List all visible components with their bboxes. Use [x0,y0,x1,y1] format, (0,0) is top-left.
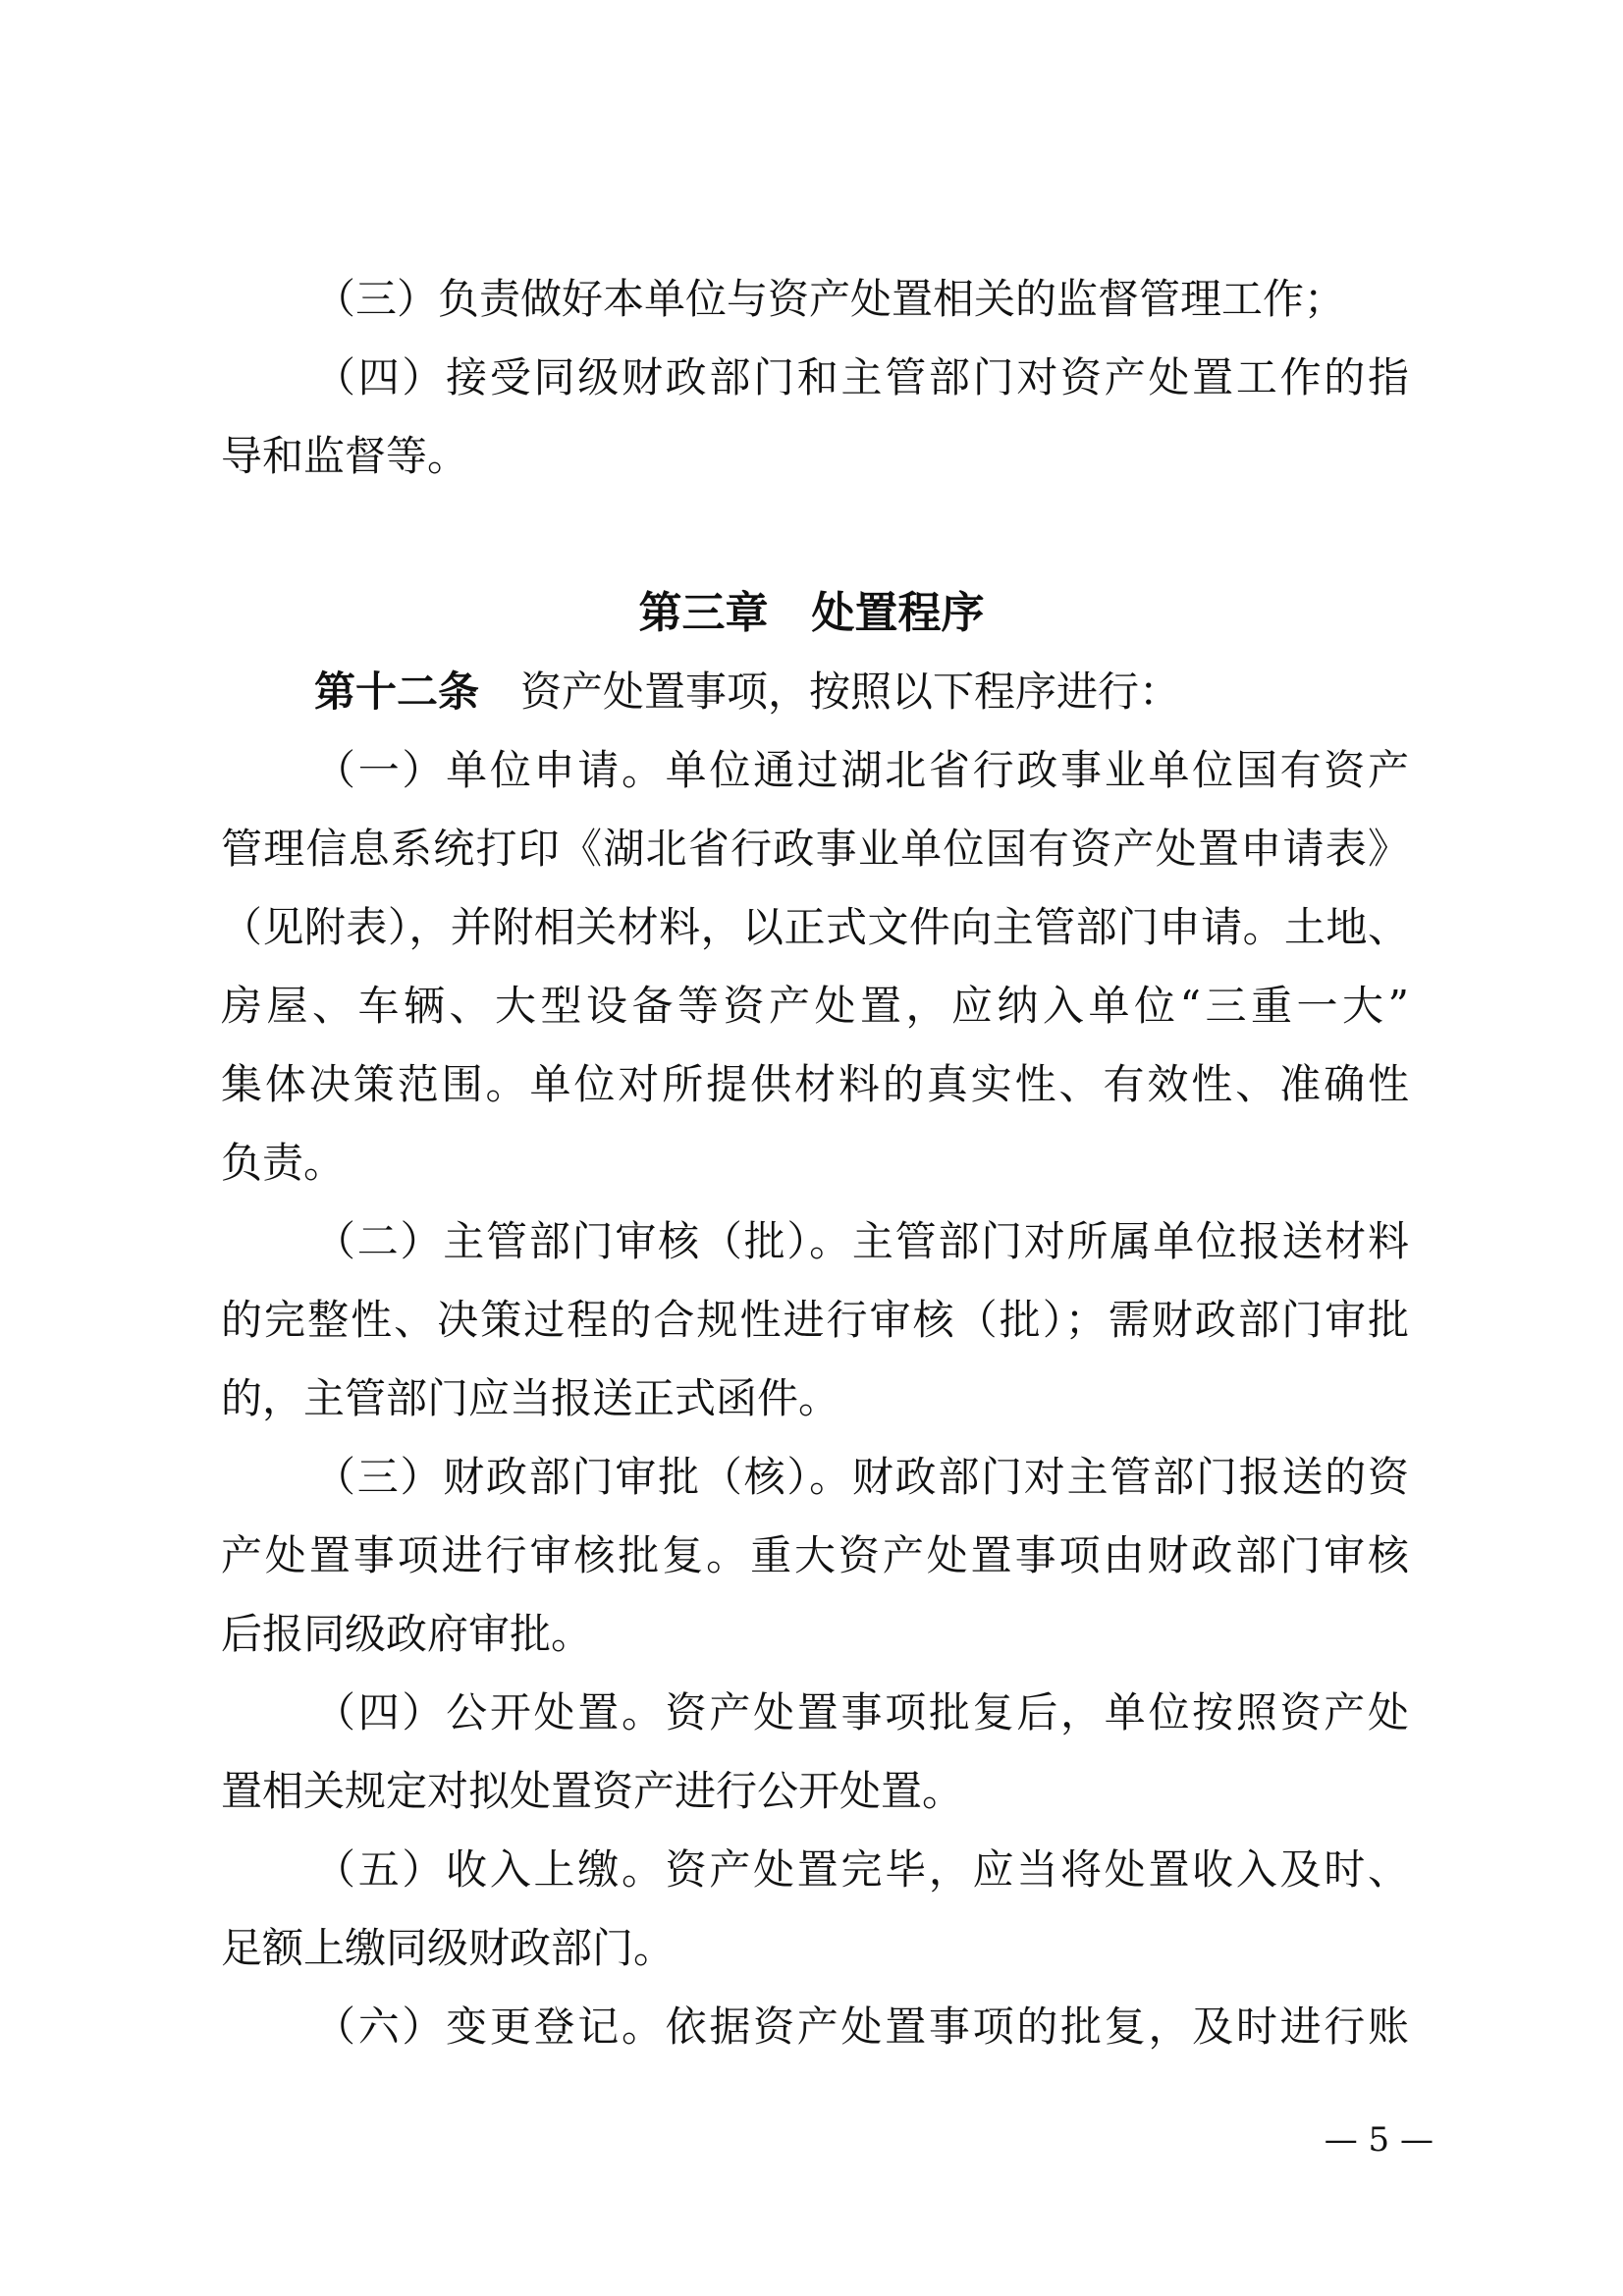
paragraph-line: （六）变更登记。依据资产处置事项的批复，及时进行账 [314,2002,1409,2051]
paragraph-line: （一）单位申请。单位通过湖北省行政事业单位国有资产 [314,746,1409,794]
paragraph-line: 产处置事项进行审核批复。重大资产处置事项由财政部门审核 [221,1531,1409,1579]
paragraph-line: （三）负责做好本单位与资产处置相关的监督管理工作； [314,275,1346,323]
paragraph-line: 房屋、车辆、大型设备等资产处置，应纳入单位“三重一大” [221,982,1409,1030]
paragraph-line: 足额上缴同级财政部门。 [221,1924,676,1972]
paragraph-line: （见附表），并附相关材料，以正式文件向主管部门申请。土地、 [221,903,1409,951]
chapter-title: 第三章 处置程序 [638,588,985,638]
article-label: 第十二条 [314,667,480,716]
paragraph-line: 的完整性、决策过程的合规性进行审核（批）；需财政部门审批 [221,1296,1409,1344]
paragraph-line: （三）财政部门审批（核）。财政部门对主管部门报送的资 [314,1453,1409,1501]
paragraph-line: （五）收入上缴。资产处置完毕，应当将处置收入及时、 [314,1845,1409,1894]
paragraph-line: 负责。 [221,1139,346,1187]
paragraph-line: （四）接受同级财政部门和主管部门对资产处置工作的指 [314,353,1409,401]
paragraph-line: 后报同级政府审批。 [221,1610,593,1658]
paragraph-line: （四）公开处置。资产处置事项批复后，单位按照资产处 [314,1688,1409,1736]
paragraph-line: 集体决策范围。单位对所提供材料的真实性、有效性、准确性 [221,1060,1409,1108]
paragraph-line: （二）主管部门审核（批）。主管部门对所属单位报送材料 [314,1217,1409,1265]
article-text: 资产处置事项，按照以下程序进行： [479,667,1181,716]
article-line [314,667,1409,717]
paragraph-line: 管理信息系统打印《湖北省行政事业单位国有资产处置申请表》 [221,825,1409,873]
paragraph-line: 的，主管部门应当报送正式函件。 [221,1374,840,1422]
page-number: — 5 — [1324,2120,1434,2160]
paragraph-line: 导和监督等。 [221,432,469,480]
paragraph-line: 置相关规定对拟处置资产进行公开处置。 [221,1767,964,1815]
